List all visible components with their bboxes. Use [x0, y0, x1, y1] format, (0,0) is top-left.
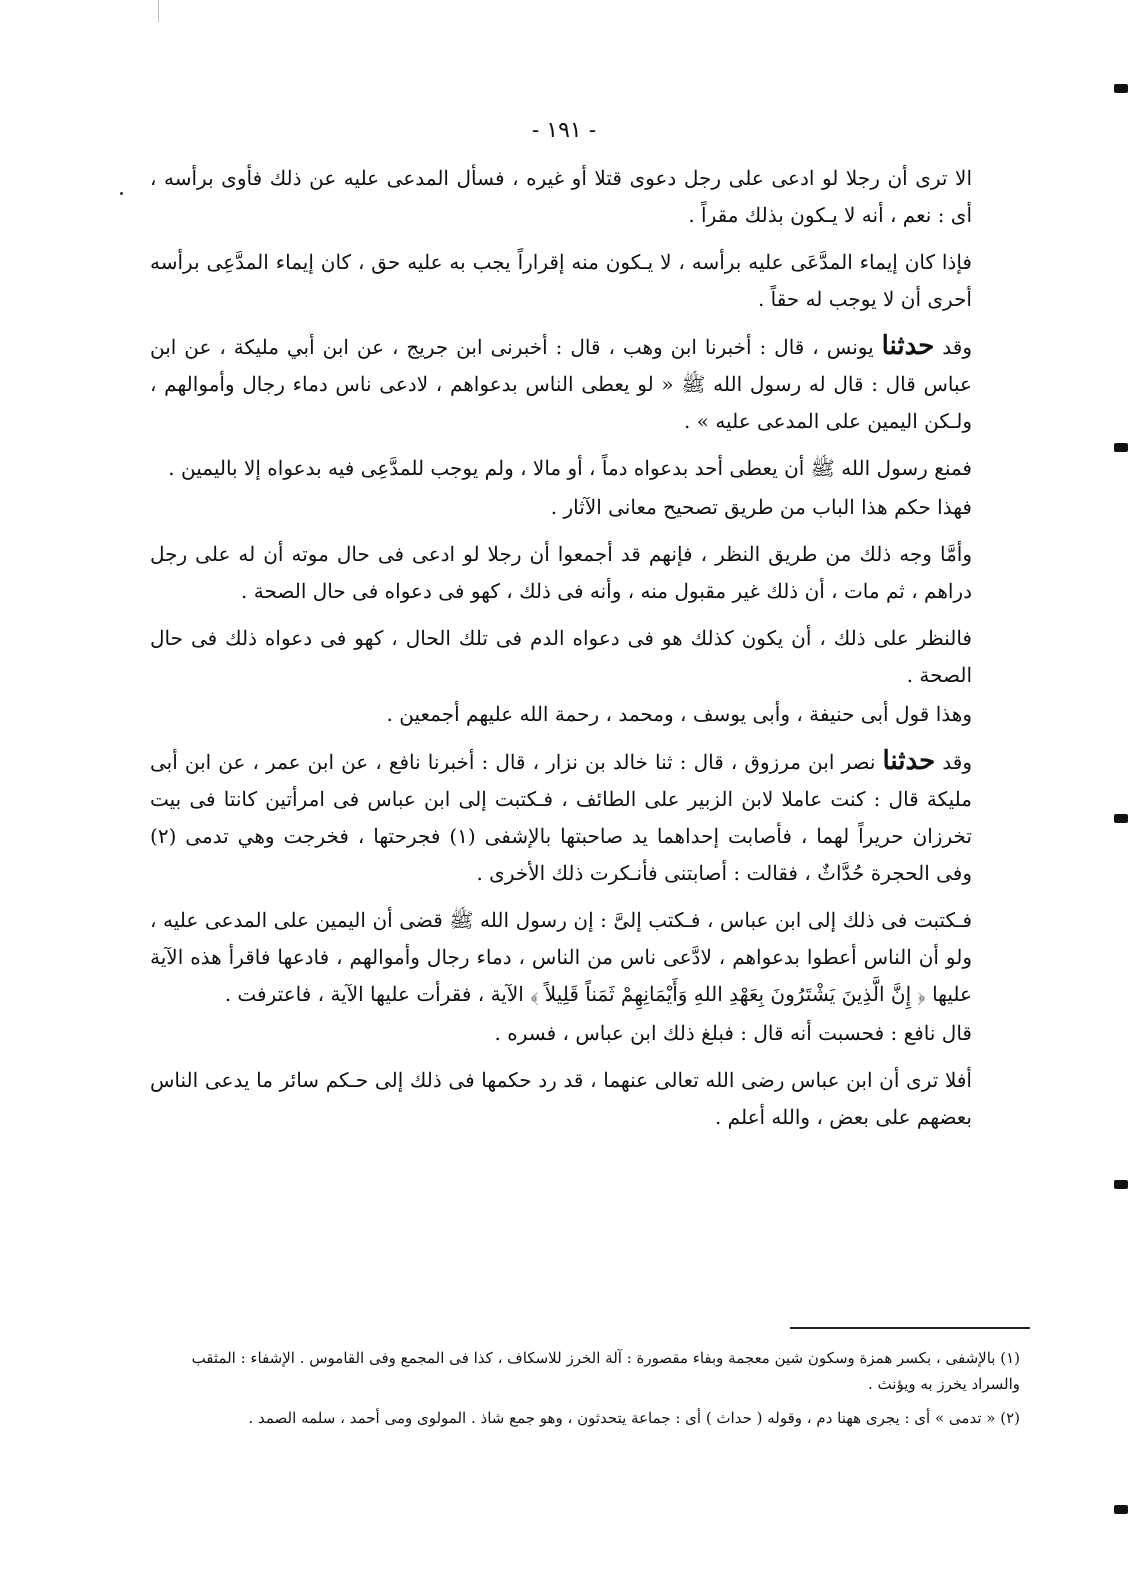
paragraph-9-prefix: وقد	[935, 750, 972, 774]
paragraph-11: قال نافع : فحسبت أنه قال : فبلغ ذلك ابن عباس ، فسره .	[494, 1021, 972, 1045]
page-number: - ١٩١ -	[531, 118, 597, 143]
paragraph-10: فـكتبت فى ذلك إلى ابن عباس ، فـكتب إلىَّ : إن رسول الله ﷺ قضى أن اليمين على المدعى عليه ، ولو أن الناس أعطوا بدعواهم ، لادَّعى ناس من الناس ، دماء رجال وأموالهم ، فادعها فاقرأ هذه الآية عليها ﴿ إِنَّ الَّذِينَ يَشْتَرُونَ بِعَهْدِ اللهِ وَأَيْمَانِهِمْ ثَمَناً قَلِيلاً ﴾ الآية ، فقرأت عليها الآية ، فاعترفت .	[150, 908, 972, 1006]
scan-edge-mark	[1114, 1505, 1128, 1514]
paragraph-9-text: نصر ابن مرزوق ، قال : ثنا خالد بن نزار ، قال : أخبرنا نافع ، عن ابن عمر ، عن ابن أبى مليكة قال : كنت عاملا لابن الزبير على الطائف ، فـكتبت إلى ابن عباس فى امرأتين كانتا فى بيت تخرزان حريراً لهما ، فأصابت إحداهما يد صاحبتها بالإشفى (١) فجرحتها ، فخرجت وهي تدمى (٢) وفى الحجرة حُدَّاثٌ ، فقالت : أصابتنى فأنـكرت ذلك الأخرى .	[150, 750, 972, 885]
paragraph-5: فهذا حكم هذا الباب من طريق تصحيح معانى الآثار .	[550, 495, 972, 519]
haddathana-heading: حدثنا	[882, 746, 936, 776]
paragraph-3	[150, 328, 1020, 440]
scan-edge-mark	[1114, 814, 1128, 823]
paragraph-3-prefix: وقد	[934, 335, 973, 359]
scan-edge-mark	[1114, 84, 1128, 93]
paragraph-3-text: يونس ، قال : أخبرنا ابن وهب ، قال : أخبرنى ابن جريج ، عن ابن أبي مليكة ، عن ابن عباس قال : قال له رسول الله ﷺ « لو يعطى الناس بدعواهم ، لادعى ناس دماء رجال وأموالهم ، ولـكن اليمين على المدعى عليه » .	[150, 335, 972, 433]
scan-speck	[120, 192, 123, 195]
scan-edge-mark	[1114, 1180, 1128, 1189]
main-text	[150, 160, 1020, 1146]
footnote-2: (٢) « تدمى » أى : يجرى ههنا دم ، وقوله ( حداث ) أى : جماعة يتحدثون ، وهو جمع شاذ . المولوى ومى أحمد ، سلمه الصمد .	[248, 1409, 1020, 1427]
footnotes	[160, 1345, 1020, 1439]
paragraph-6: وأمَّا وجه ذلك من طريق النظر ، فإنهم قد أجمعوا أن رجلا لو ادعى فى حال موته أن له على رجل دراهم ، ثم مات ، أن ذلك غير مقبول منه ، وأنه فى ذلك ، كهو فى دعواه فى حال الصحة .	[150, 542, 972, 603]
paragraph-12: أفلا ترى أن ابن عباس رضى الله تعالى عنهما ، قد رد حكمها فى ذلك إلى حـكم سائر ما يدعى الناس بعضهم على بعض ، والله أعلم .	[150, 1068, 972, 1129]
paragraph-1: الا ترى أن رجلا لو ادعى على رجل دعوى قتلا أو غيره ، فسأل المدعى عليه عن ذلك فأوى برأسه ، أى : نعم ، أنه لا يـكون بذلك مقراً .	[150, 166, 972, 227]
paragraph-9	[150, 743, 1020, 892]
paragraph-2: فإذا كان إيماء المدَّعَى عليه برأسه ، لا يـكون منه إقراراً يجب به عليه حق ، كان إيماء المدَّعِى برأسه أحرى أن لا يوجب له حقاً .	[150, 250, 972, 311]
paragraph-7: فالنظر على ذلك ، أن يكون كذلك هو فى دعواه الدم فى تلك الحال ، كهو فى دعواه ذلك فى حال الصحة .	[150, 626, 972, 687]
footnote-separator	[790, 1327, 1030, 1329]
scan-margin-line	[158, 0, 159, 22]
haddathana-heading: حدثنا	[881, 331, 935, 361]
paragraph-4: فمنع رسول الله ﷺ أن يعطى أحد بدعواه دماً ، أو مالا ، ولم يوجب للمدَّعِى فيه بدعواه إلا باليمين .	[168, 456, 972, 480]
paragraph-8: وهذا قول أبى حنيفة ، وأبى يوسف ، ومحمد ، رحمة الله عليهم أجمعين .	[386, 702, 972, 726]
scan-edge-mark	[1114, 443, 1128, 452]
footnote-1: (١) بالإشفى ، بكسر همزة وسكون شين معجمة وبفاء مقصورة : آلة الخرز للاسكاف ، كذا فى المجمع وفى القاموس . الإشفاء : المثقب والسراد يخرز به ويؤنث .	[191, 1349, 1020, 1393]
